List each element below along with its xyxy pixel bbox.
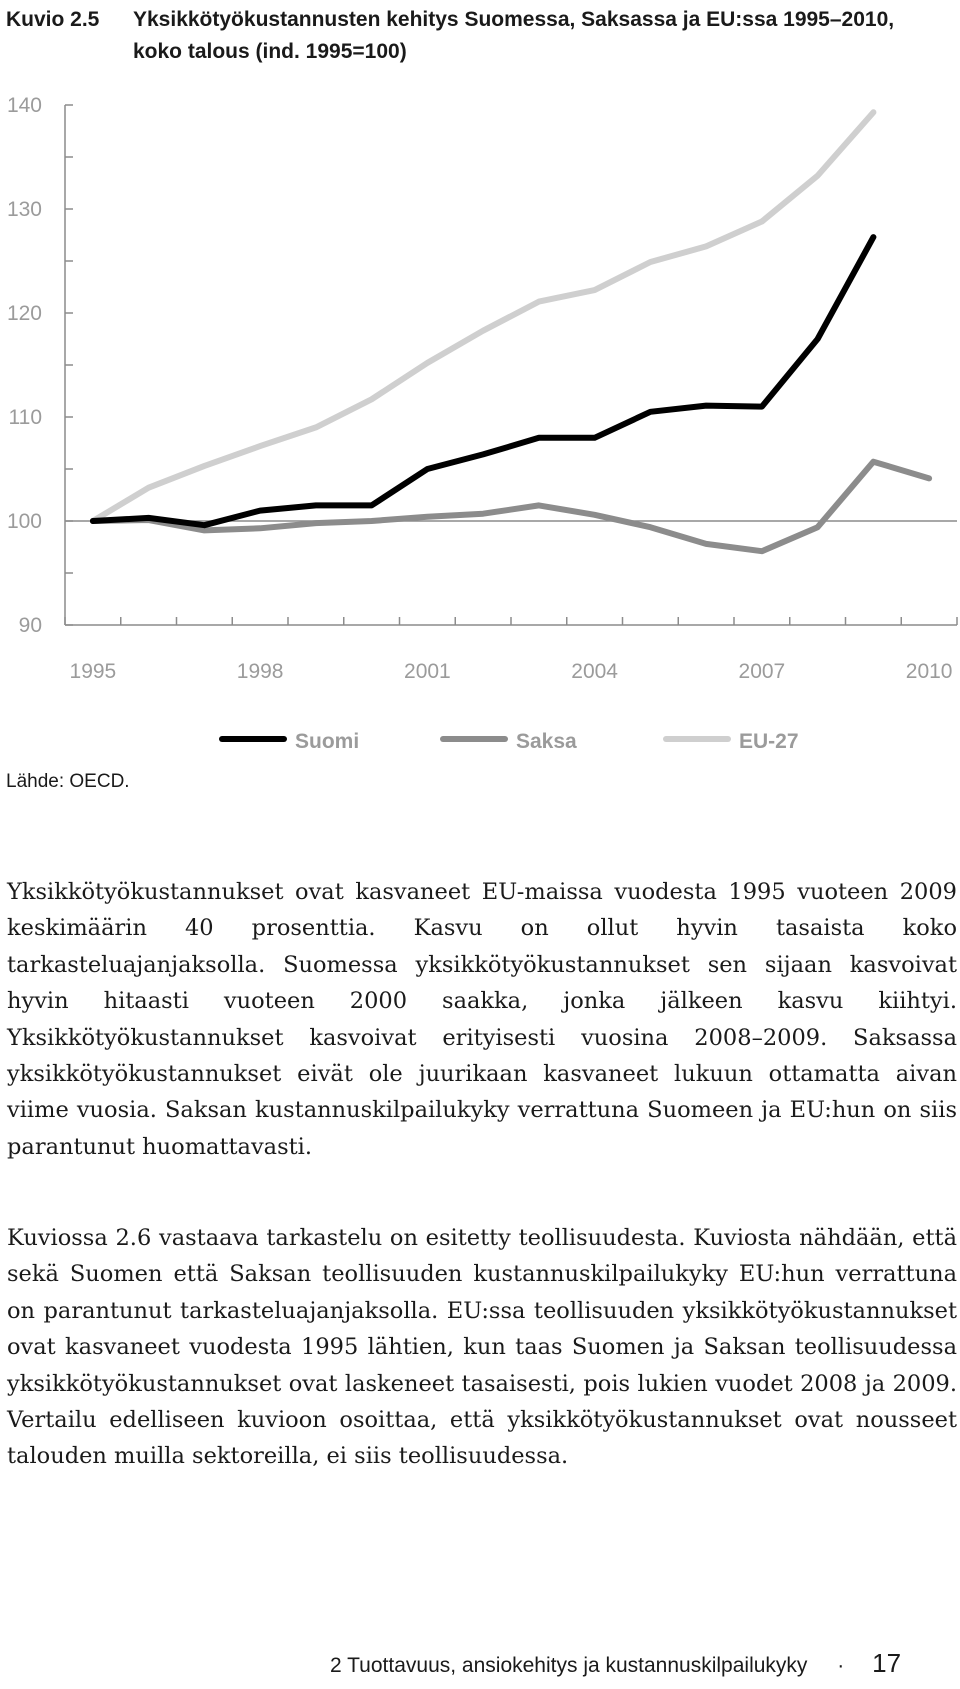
x-tick-label: 1995 [69,660,117,683]
legend-item-eu-27 [666,730,799,753]
series-line-suomi [93,237,874,525]
footer-separator: · [837,1654,845,1677]
x-tick-label: 2004 [571,660,618,683]
figure-title [133,4,933,68]
legend-label: Suomi [295,730,360,753]
legend-label: EU-27 [739,730,799,753]
x-tick-labels [70,660,953,683]
page-footer [330,1648,901,1679]
y-tick-label: 120 [6,302,42,325]
legend-label: Saksa [516,730,577,753]
y-tick-label: 110 [8,406,42,429]
line-chart [0,60,960,700]
chart-series [93,112,929,551]
x-tick-label: 2010 [905,660,953,683]
x-tick-label: 2007 [738,660,786,683]
figure-title-line-2: koko talous (ind. 1995=100) [133,40,407,63]
page-number: 17 [872,1648,902,1678]
y-tick-label: 140 [6,94,42,117]
y-tick-label: 90 [18,614,42,637]
chart-legend [0,725,960,765]
paragraph-1: Yksikkötyökustannukset ovat kasvaneet EU-maissa vuodesta 1995 vuoteen 2009 keskimäärin 40 prosenttia. Kasvu on ollut hyvin tasaista koko tarkasteluajanjaksolla. Suomessa yksikkötyökustannukset sen sijaan kasvoivat hyvin hitaasti vuoteen 2000 saakka, jonka jälkeen kasvu kiihtyi. Yksikkötyökustannukset kasvoivat erityisesti vuosina 2008–2009. Saksassa yksikkötyökustannukset eivät ole juurikaan kasvaneet lukuun ottamatta aivan viime vuosia. Saksan kustannuskilpailukyky verrattuna Suomeen ja EU:hun on siis parantunut huomattavasti. [7,879,957,1160]
legend-item-saksa [443,730,577,753]
y-tick-label: 100 [6,510,42,533]
y-tick-labels [7,94,42,637]
footer-chapter: 2 Tuottavuus, ansiokehitys ja kustannuskilpailukyky [330,1654,808,1677]
y-tick-label: 130 [6,198,42,221]
x-tick-label: 1998 [236,660,284,683]
chart-axes [65,105,957,625]
figure-number: Kuvio 2.5 [6,8,100,31]
x-tick-label: 2001 [404,660,451,683]
figure-title-line-1: Yksikkötyökustannusten kehitys Suomessa, Saksassa ja EU:ssa 1995–2010, [133,8,895,31]
series-line-eu-27 [93,112,874,521]
legend-item-suomi [222,730,359,753]
paragraph-2: Kuviossa 2.6 vastaava tarkastelu on esitetty teollisuudesta. Kuviosta nähdään, että sekä Suomen että Saksan teollisuuden kustannuskilpailukyky EU:hun verrattuna on parantunut tarkasteluajanjaksolla. EU:ssa teollisuuden yksikkötyökustannukset ovat kasvaneet vuodesta 1995 lähtien, kun taas Suomen ja Saksan teollisuudessa yksikkötyökustannukset ovat laskeneet tasaisesti, pois lukien vuodet 2008 ja 2009. Vertailu edelliseen kuvioon osoittaa, että yksikkötyökustannukset ovat nousseet talouden muilla sektoreilla, ei siis teollisuudessa. [7,1225,957,1470]
figure-source: Lähde: OECD. [6,771,130,792]
series-line-saksa [93,462,929,552]
